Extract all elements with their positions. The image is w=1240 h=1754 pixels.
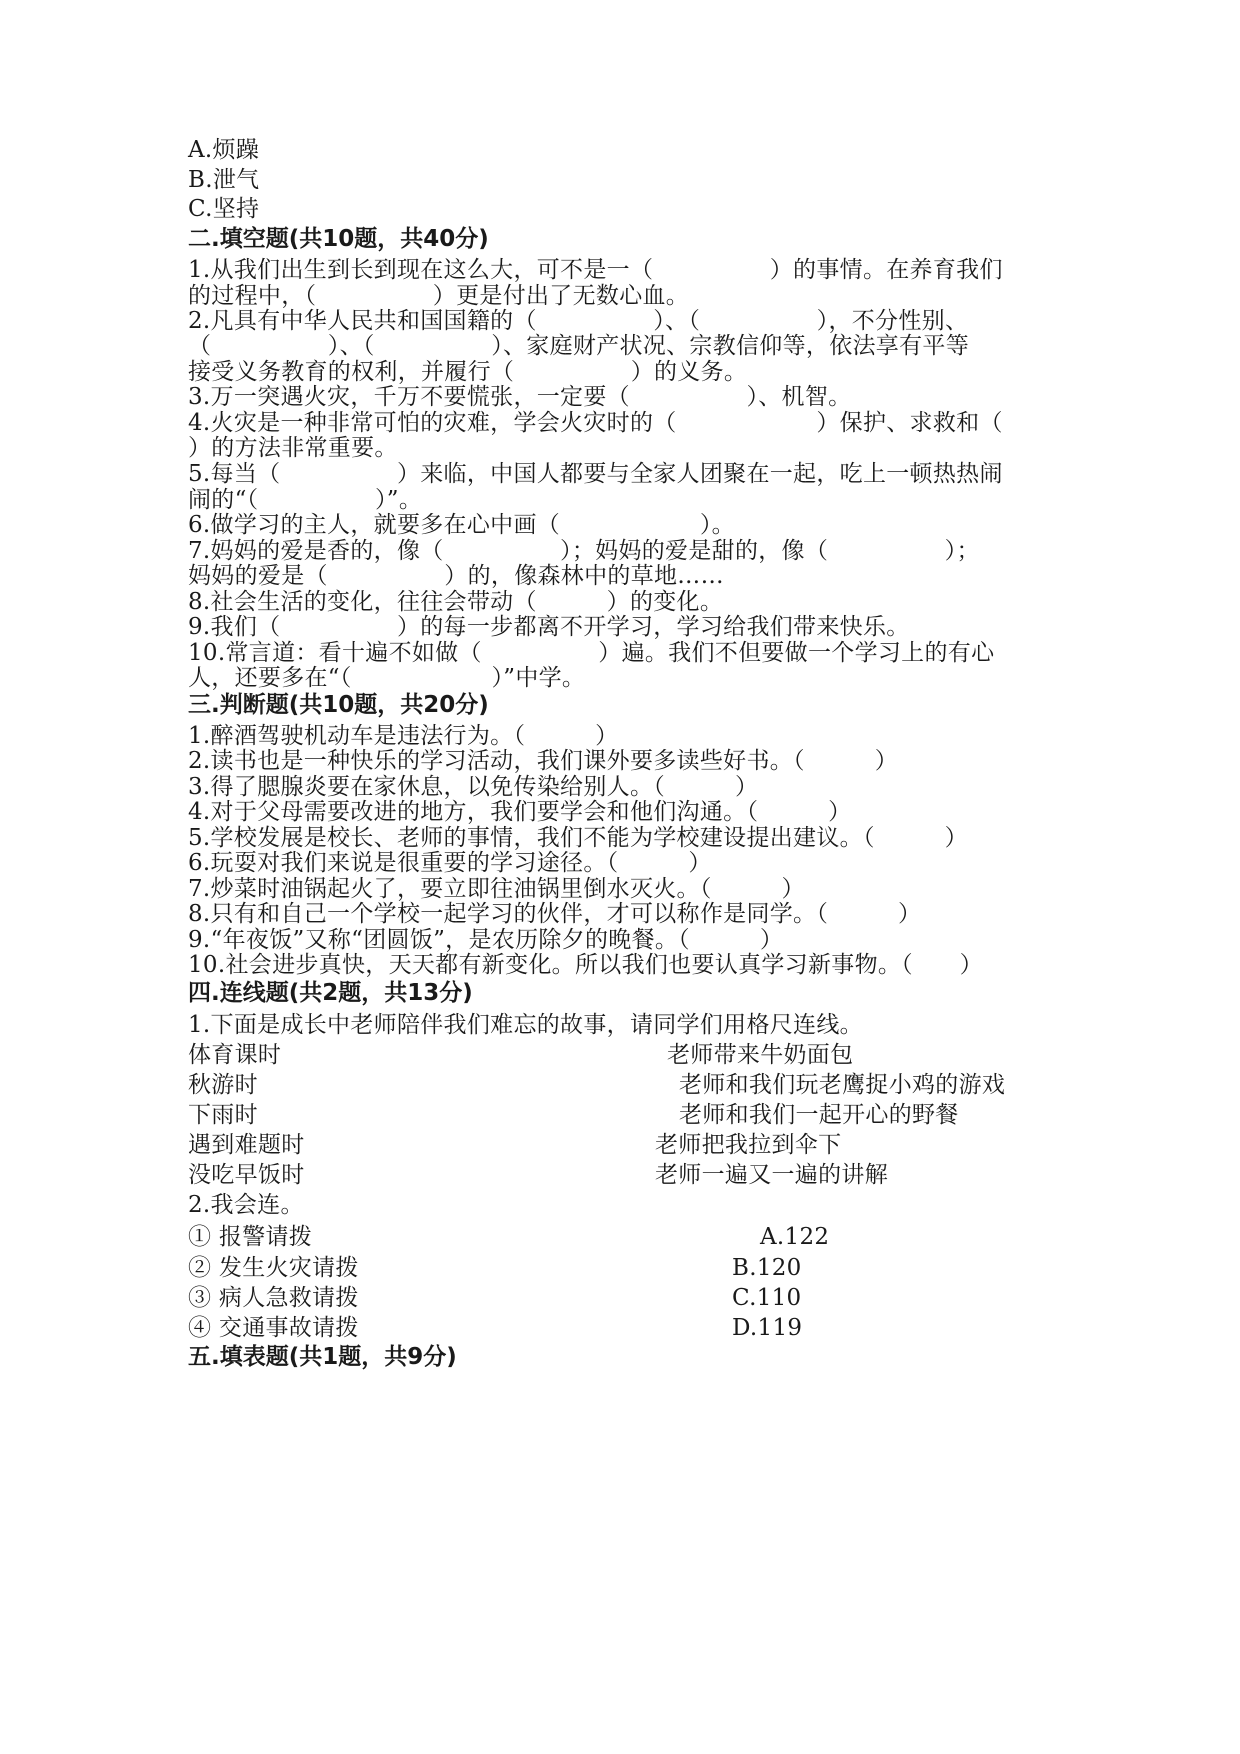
fill-line: 妈妈的爱是（ ）的，像森林中的草地…… bbox=[188, 563, 724, 589]
fill-line: 人，还要多在“（ ）”中学。 bbox=[188, 665, 586, 691]
matching-prompt: 1.下面是成长中老师陪伴我们难忘的故事，请同学们用格尺连线。 bbox=[188, 1012, 863, 1038]
match-right-item: 老师把我拉到伞下 bbox=[655, 1132, 842, 1158]
match-right-item: C.110 bbox=[732, 1285, 802, 1311]
judge-line: 1.醉酒驾驶机动车是违法行为。（ ） bbox=[188, 723, 619, 749]
fill-line: 的过程中，（ ）更是付出了无数心血。 bbox=[188, 283, 690, 309]
fill-line: 2.凡具有中华人民共和国国籍的（ ）、（ ），不分性别、 bbox=[188, 308, 969, 334]
match-left-item: 下雨时 bbox=[188, 1102, 258, 1128]
fill-line: 9.我们（ ）的每一步都离不开学习，学习给我们带来快乐。 bbox=[188, 614, 910, 640]
fill-line: 8.社会生活的变化，往往会带动（ ）的变化。 bbox=[188, 589, 724, 615]
judge-line: 7.炒菜时油锅起火了，要立即往油锅里倒水灭火。（ ） bbox=[188, 876, 805, 902]
match-left-item: 秋游时 bbox=[188, 1072, 258, 1098]
fill-line: 6.做学习的主人，就要多在心中画（ ）。 bbox=[188, 512, 735, 538]
match-right-item: 老师带来牛奶面包 bbox=[667, 1042, 854, 1068]
fill-line: 5.每当（ ）来临，中国人都要与全家人团聚在一起，吃上一顿热热闹 bbox=[188, 461, 1003, 487]
fill-line: 闹的“（ ）”。 bbox=[188, 487, 423, 513]
judge-line: 8.只有和自己一个学校一起学习的伙伴，才可以称作是同学。（ ） bbox=[188, 901, 922, 927]
judge-line: 4.对于父母需要改进的地方，我们要学会和他们沟通。（ ） bbox=[188, 799, 852, 825]
match-left-item: 体育课时 bbox=[188, 1042, 282, 1068]
fill-line: 10.常言道：看十遍不如做（ ）遍。我们不但要做一个学习上的有心 bbox=[188, 640, 995, 666]
fill-line: 7.妈妈的爱是香的，像（ ）；妈妈的爱是甜的，像（ ）； bbox=[188, 538, 980, 564]
section-heading-true-false: 三.判断题(共10题，共20分) bbox=[188, 692, 489, 718]
match-right-item: B.120 bbox=[732, 1255, 802, 1281]
match-right-item: 老师和我们一起开心的野餐 bbox=[679, 1102, 959, 1128]
match-right-item: D.119 bbox=[732, 1315, 803, 1341]
judge-line: 2.读书也是一种快乐的学习活动，我们课外要多读些好书。（ ） bbox=[188, 748, 899, 774]
section-heading-fill-blank: 二.填空题(共10题，共40分) bbox=[188, 226, 489, 252]
match-right-item: 老师和我们玩老鹰捉小鸡的游戏 bbox=[679, 1072, 1006, 1098]
match-right-item: A.122 bbox=[760, 1224, 830, 1250]
fill-line: （ ）、（ ）、家庭财产状况、宗教信仰等，依法享有平等 bbox=[188, 333, 969, 359]
judge-line: 5.学校发展是校长、老师的事情，我们不能为学校建设提出建议。（ ） bbox=[188, 825, 968, 851]
option-c: C.坚持 bbox=[188, 196, 260, 222]
match-left-item: ④ 交通事故请拨 bbox=[188, 1315, 359, 1341]
judge-line: 6.玩耍对我们来说是很重要的学习途径。（ ） bbox=[188, 850, 712, 876]
match-left-item: 没吃早饭时 bbox=[188, 1162, 305, 1188]
judge-line: 3.得了腮腺炎要在家休息，以免传染给别人。（ ） bbox=[188, 774, 759, 800]
fill-line: 接受义务教育的权利，并履行（ ）的义务。 bbox=[188, 359, 748, 385]
fill-line: 1.从我们出生到长到现在这么大，可不是一（ ）的事情。在养育我们 bbox=[188, 257, 1003, 283]
match-right-item: 老师一遍又一遍的讲解 bbox=[655, 1162, 888, 1188]
section-heading-fill-table: 五.填表题(共1题，共9分) bbox=[188, 1344, 457, 1370]
fill-line: 3.万一突遇火灾，千万不要慌张，一定要（ ）、机智。 bbox=[188, 384, 852, 410]
option-a: A.烦躁 bbox=[188, 137, 260, 163]
section-heading-matching: 四.连线题(共2题，共13分) bbox=[188, 980, 473, 1006]
match-left-item: 遇到难题时 bbox=[188, 1132, 305, 1158]
judge-line: 10.社会进步真快，天天都有新变化。所以我们也要认真学习新事物。（ ） bbox=[188, 952, 983, 978]
fill-line: ）的方法非常重要。 bbox=[188, 435, 398, 461]
match-left-item: ① 报警请拨 bbox=[188, 1224, 313, 1250]
match-left-item: ③ 病人急救请拨 bbox=[188, 1285, 359, 1311]
fill-line: 4.火灾是一种非常可怕的灾难，学会火灾时的（ ）保护、求救和（ bbox=[188, 410, 1003, 436]
option-b: B.泄气 bbox=[188, 167, 260, 193]
judge-line: 9.“年夜饭”又称“团圆饭”，是农历除夕的晚餐。（ ） bbox=[188, 927, 784, 953]
matching-prompt: 2.我会连。 bbox=[188, 1192, 304, 1218]
match-left-item: ② 发生火灾请拨 bbox=[188, 1255, 359, 1281]
